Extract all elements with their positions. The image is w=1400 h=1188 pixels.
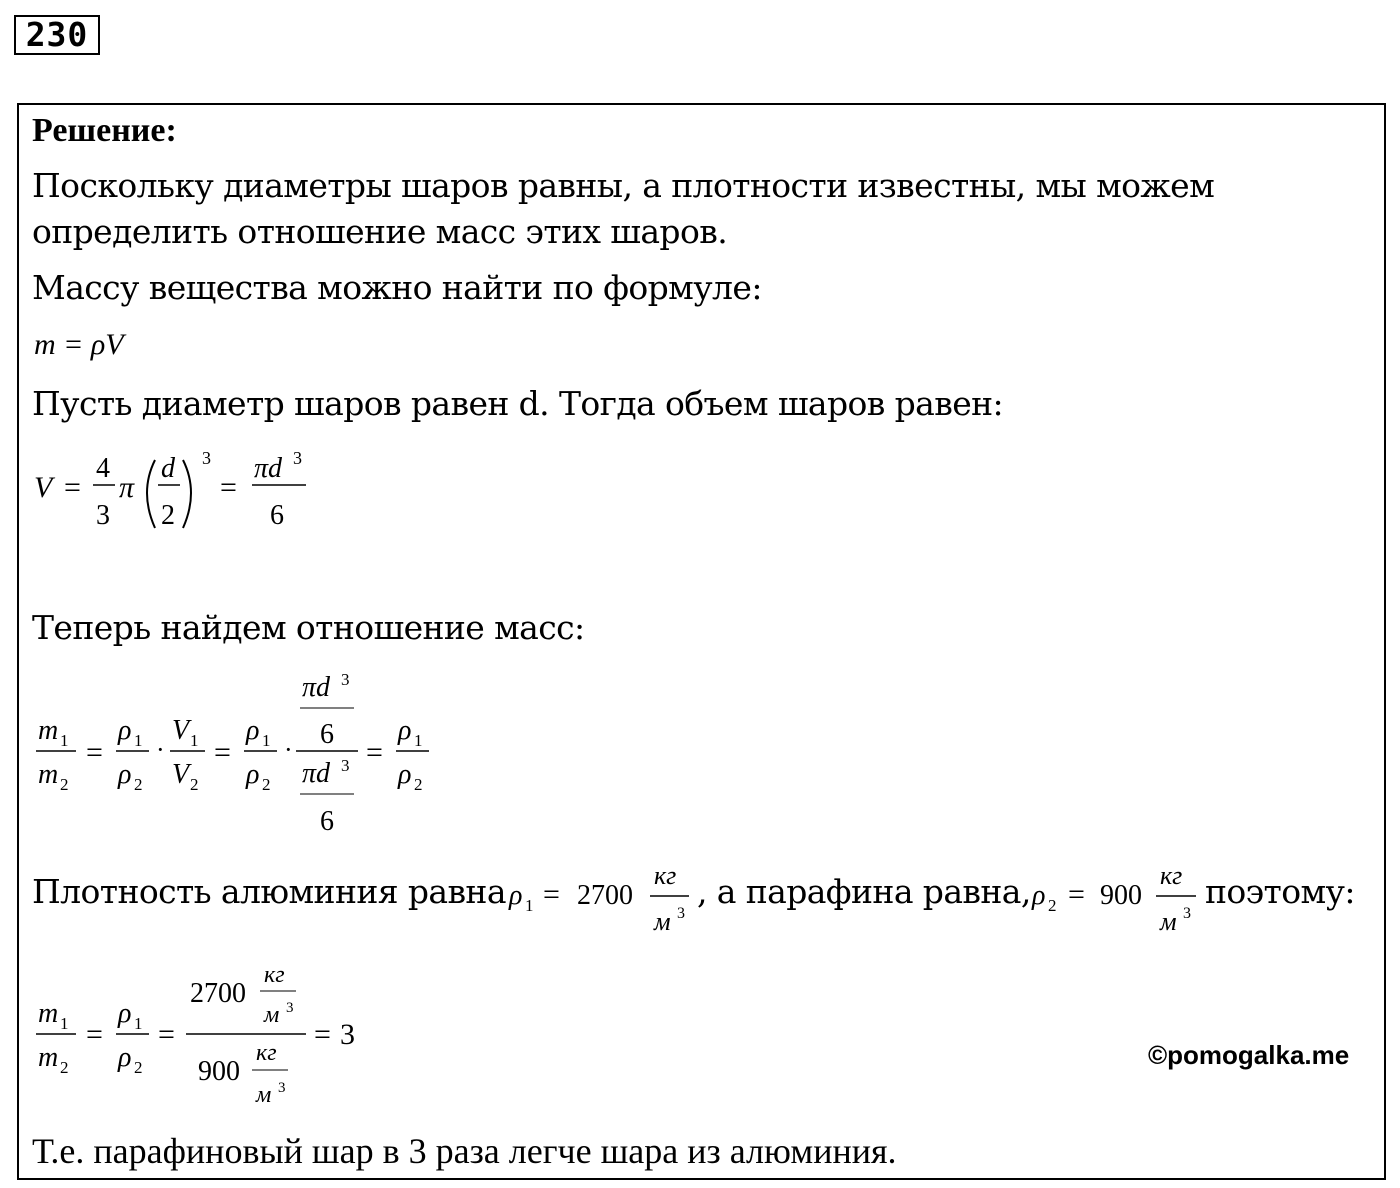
svg-text:3: 3 bbox=[677, 905, 685, 922]
svg-text:2: 2 bbox=[414, 775, 423, 794]
paragraph-5-part-1: Плотность алюминия равна bbox=[32, 872, 506, 911]
svg-text:=: = bbox=[64, 471, 81, 504]
svg-text:1: 1 bbox=[190, 731, 199, 750]
svg-text:V: V bbox=[172, 759, 190, 790]
svg-text:1: 1 bbox=[525, 896, 534, 915]
svg-text:кг: кг bbox=[1160, 861, 1183, 890]
svg-text:ρ: ρ bbox=[118, 1042, 132, 1073]
watermark: ©pomogalka.me bbox=[1148, 1040, 1350, 1070]
svg-text:d: d bbox=[161, 453, 175, 484]
svg-text:πd: πd bbox=[302, 758, 331, 789]
conclusion: Т.е. парафиновый шар в 3 раза легче шара из алюминия. bbox=[32, 1131, 897, 1171]
svg-text:2: 2 bbox=[262, 775, 271, 794]
svg-text:m: m bbox=[38, 1042, 59, 1073]
svg-text:3: 3 bbox=[202, 448, 211, 468]
svg-text:900: 900 bbox=[198, 1056, 240, 1087]
svg-text:м: м bbox=[256, 1082, 272, 1108]
svg-text:1: 1 bbox=[60, 1014, 69, 1033]
svg-text:ρ: ρ bbox=[246, 715, 260, 746]
svg-text:кг: кг bbox=[256, 1040, 277, 1066]
svg-text:3: 3 bbox=[341, 670, 350, 689]
svg-text:ρ: ρ bbox=[118, 998, 132, 1029]
svg-text:ρ: ρ bbox=[118, 715, 132, 746]
svg-text:2: 2 bbox=[60, 1058, 69, 1077]
svg-text:3: 3 bbox=[286, 1000, 294, 1016]
svg-text:ρ: ρ bbox=[1032, 880, 1046, 911]
svg-text:=: = bbox=[86, 1018, 103, 1051]
svg-text:2: 2 bbox=[134, 1058, 143, 1077]
paragraph-1-line-1: Поскольку диаметры шаров равны, а плотности известны, мы можем bbox=[32, 166, 1215, 205]
svg-text:V: V bbox=[172, 715, 190, 746]
svg-text:2700: 2700 bbox=[577, 880, 633, 911]
solution-heading: Решение: bbox=[32, 112, 177, 149]
problem-number: 230 bbox=[14, 15, 100, 55]
svg-text:π: π bbox=[119, 471, 135, 504]
svg-text:м: м bbox=[654, 907, 671, 936]
svg-text:=: = bbox=[314, 1018, 331, 1051]
svg-text:ρ: ρ bbox=[118, 759, 132, 790]
svg-text:m: m bbox=[38, 759, 59, 790]
formula-mass-ratio bbox=[30, 668, 450, 840]
svg-text:2: 2 bbox=[1048, 896, 1057, 915]
paragraph-5-part-2: , а парафина равна, bbox=[697, 872, 1031, 911]
svg-text:πd: πd bbox=[302, 672, 331, 703]
svg-text:3: 3 bbox=[340, 1018, 355, 1051]
svg-text:кг: кг bbox=[654, 861, 677, 890]
paragraph-1-line-2: определить отношение масс этих шаров. bbox=[32, 212, 728, 251]
svg-text:6: 6 bbox=[270, 500, 284, 531]
svg-text:=: = bbox=[543, 878, 560, 911]
svg-text:=: = bbox=[214, 736, 231, 769]
svg-text:πd: πd bbox=[254, 453, 283, 484]
svg-text:2700: 2700 bbox=[190, 978, 246, 1009]
svg-text:=: = bbox=[1068, 878, 1085, 911]
paragraph-4: Теперь найдем отношение масс: bbox=[32, 608, 585, 647]
svg-text:=: = bbox=[158, 1018, 175, 1051]
paragraph-5-part-3: поэтому: bbox=[1205, 872, 1355, 911]
formula-final-ratio bbox=[30, 960, 370, 1118]
formula-mass-text: m = ρV bbox=[34, 328, 124, 361]
svg-text:6: 6 bbox=[320, 806, 334, 837]
svg-text:1: 1 bbox=[414, 731, 423, 750]
svg-text:m: m bbox=[38, 715, 59, 746]
svg-text:ρ: ρ bbox=[509, 880, 523, 911]
svg-text:м: м bbox=[1160, 907, 1177, 936]
svg-text:·: · bbox=[284, 735, 293, 764]
formula-rho2 bbox=[1028, 856, 1204, 940]
svg-text:3: 3 bbox=[1183, 905, 1191, 922]
svg-text:4: 4 bbox=[96, 453, 110, 484]
svg-text:=: = bbox=[366, 736, 383, 769]
svg-text:·: · bbox=[156, 735, 165, 764]
formula-mass bbox=[30, 322, 170, 366]
svg-text:кг: кг bbox=[264, 962, 285, 988]
svg-text:ρ: ρ bbox=[398, 759, 412, 790]
svg-text:6: 6 bbox=[320, 719, 334, 750]
svg-text:=: = bbox=[86, 736, 103, 769]
svg-text:1: 1 bbox=[60, 731, 69, 750]
svg-text:3: 3 bbox=[341, 756, 350, 775]
svg-text:3: 3 bbox=[293, 448, 302, 468]
svg-text:1: 1 bbox=[134, 731, 143, 750]
svg-text:3: 3 bbox=[96, 500, 110, 531]
svg-text:2: 2 bbox=[161, 500, 175, 531]
svg-text:м: м bbox=[264, 1002, 280, 1028]
svg-text:2: 2 bbox=[134, 775, 143, 794]
svg-text:1: 1 bbox=[134, 1014, 143, 1033]
svg-text:3: 3 bbox=[278, 1080, 286, 1096]
paragraph-2: Массу вещества можно найти по формуле: bbox=[32, 268, 762, 307]
svg-text:m: m bbox=[38, 998, 59, 1029]
formula-volume bbox=[30, 440, 330, 540]
paragraph-3: Пусть диаметр шаров равен d. Тогда объем шаров равен: bbox=[32, 384, 1004, 423]
svg-text:=: = bbox=[220, 471, 237, 504]
svg-text:900: 900 bbox=[1100, 880, 1142, 911]
svg-text:1: 1 bbox=[262, 731, 271, 750]
svg-text:2: 2 bbox=[60, 775, 69, 794]
formula-rho1 bbox=[505, 856, 695, 940]
svg-text:V: V bbox=[34, 471, 53, 504]
svg-text:ρ: ρ bbox=[246, 759, 260, 790]
svg-text:2: 2 bbox=[190, 775, 199, 794]
svg-text:ρ: ρ bbox=[398, 715, 412, 746]
